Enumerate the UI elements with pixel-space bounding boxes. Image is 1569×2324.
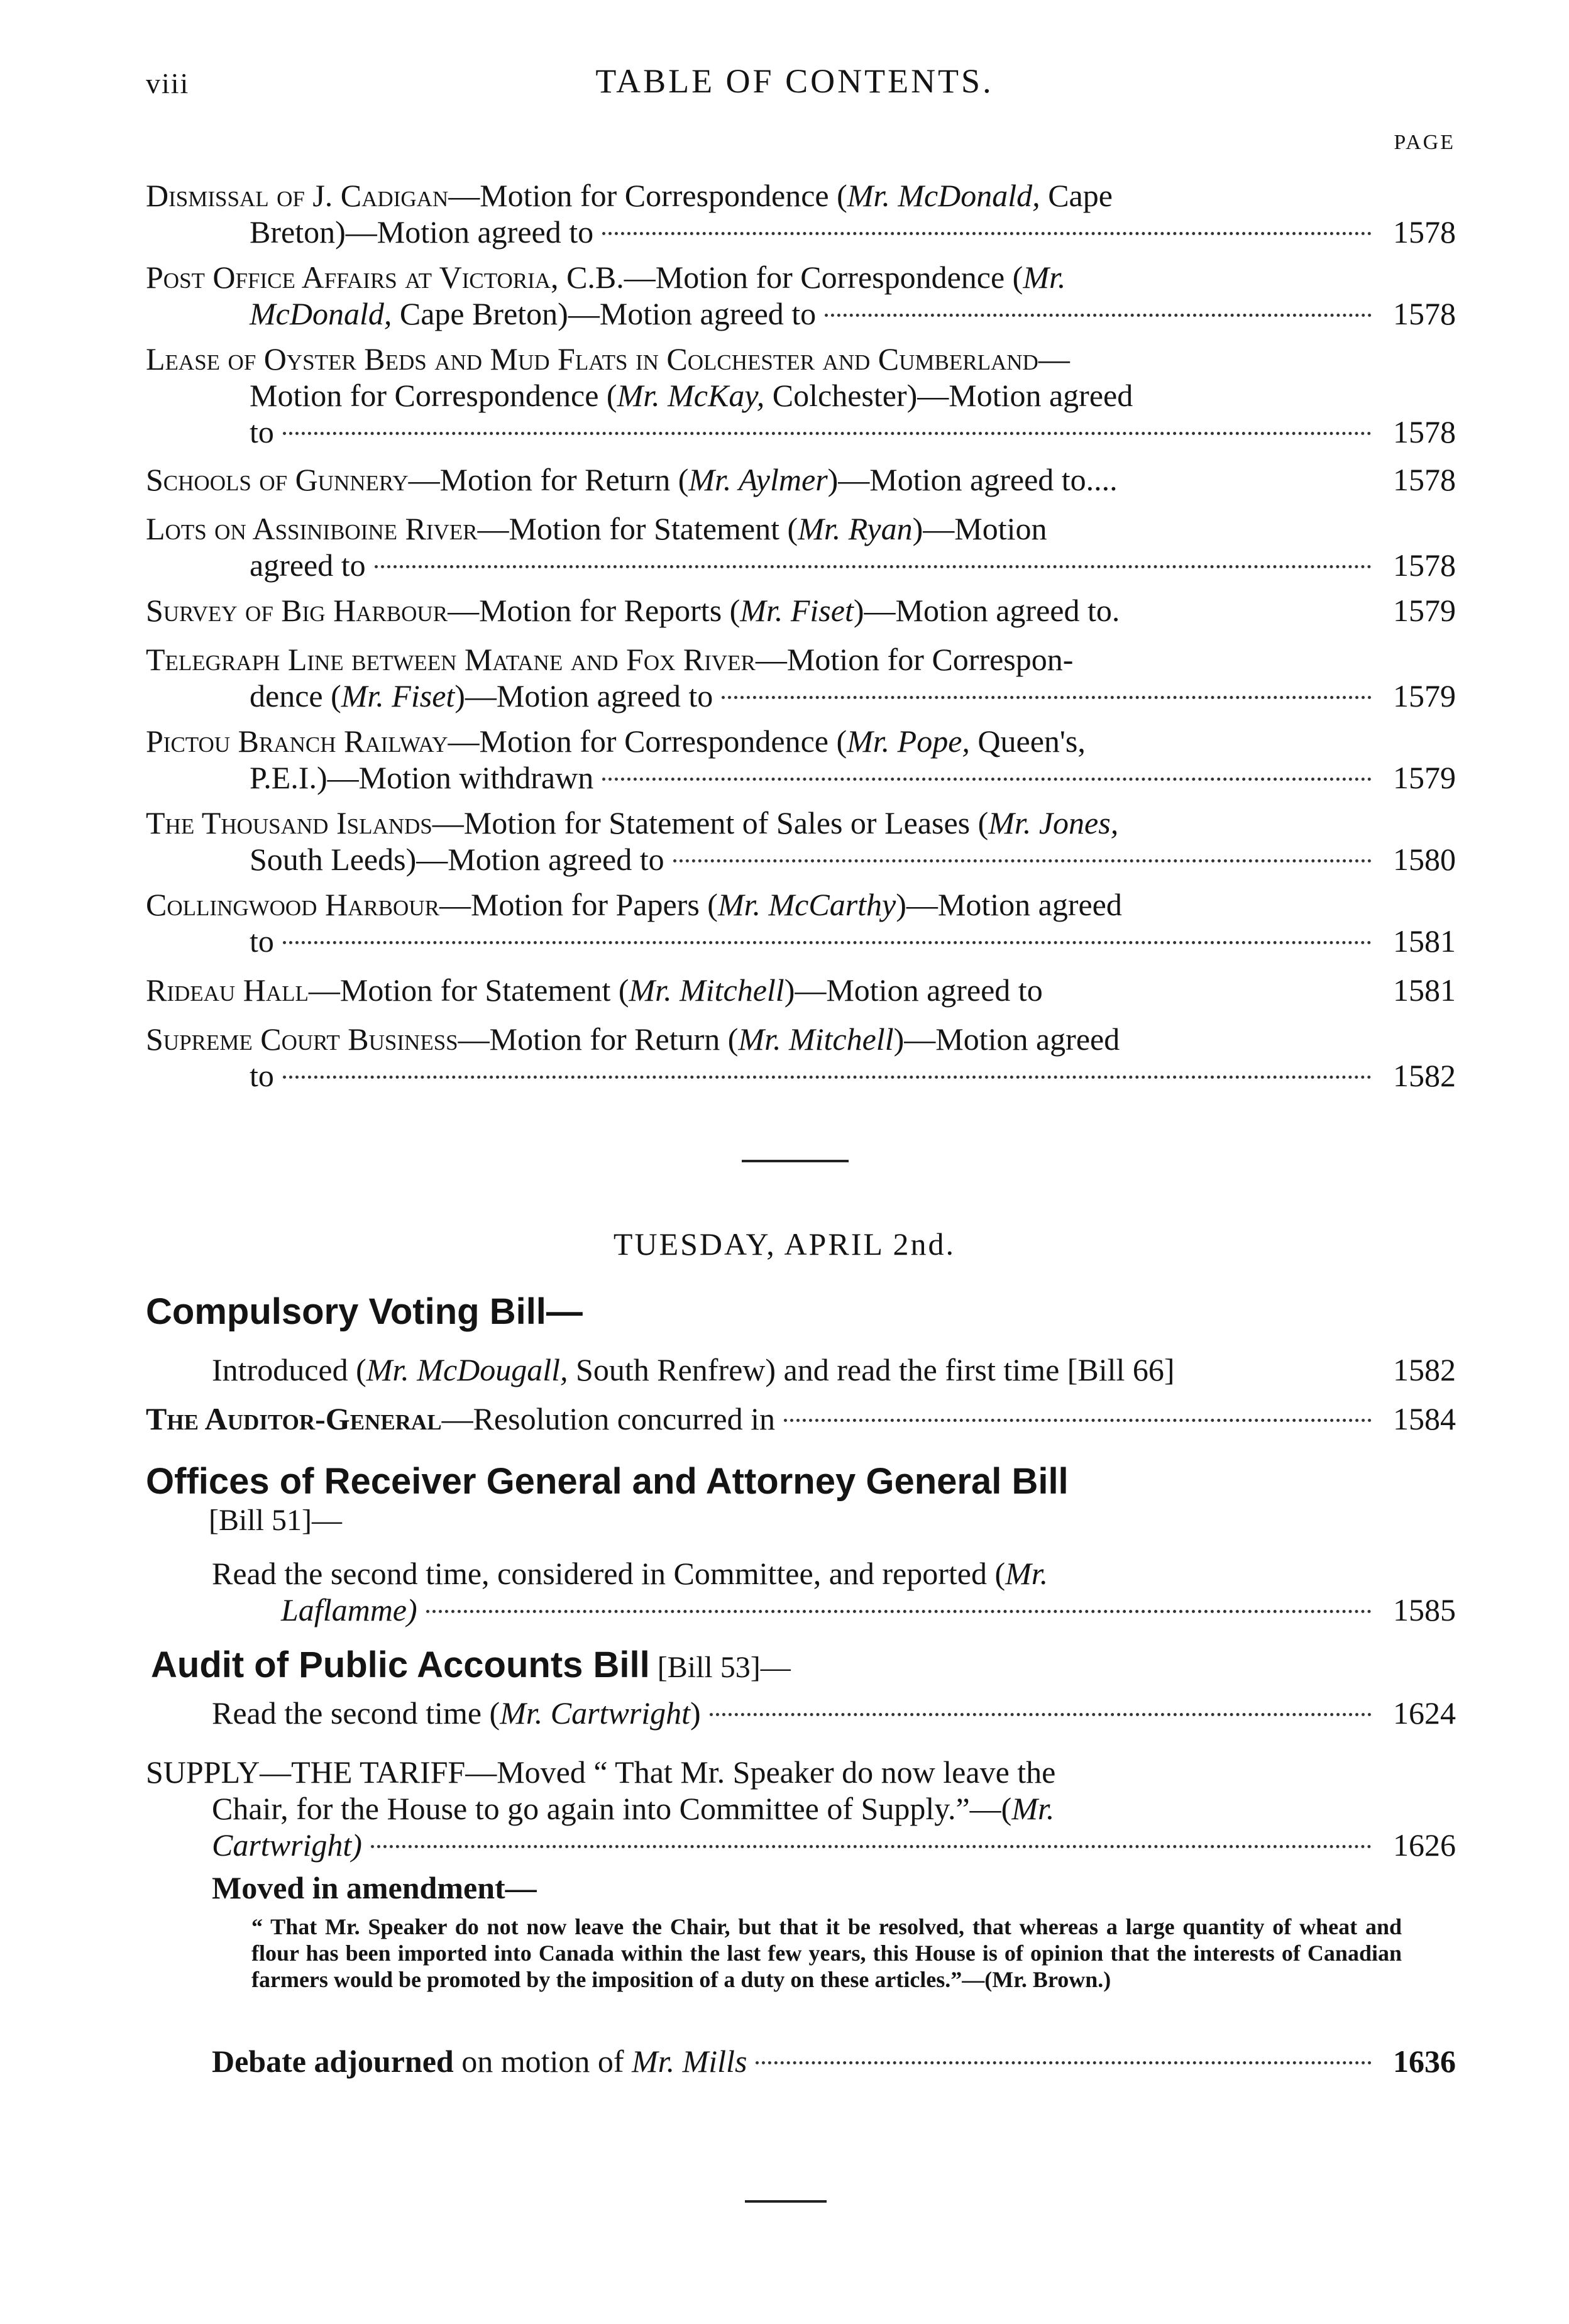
entry-text: South Leeds)—Motion agreed to (250, 842, 664, 877)
page-number: viii (146, 67, 190, 99)
entry-text: Motion for Correspondence ( (250, 378, 617, 413)
entry-text: —Resolution concurred in (441, 1401, 776, 1436)
toc-entry-oyster-beds (146, 341, 1456, 450)
entry-text: Colchester)—Motion agreed (764, 378, 1133, 413)
toc-entry-big-harbour (146, 592, 1456, 629)
entry-mover: Mr. Mitchell (738, 1022, 894, 1057)
toc-entry-offices-reading (146, 1555, 1456, 1628)
entry-text: dence ( (250, 678, 341, 713)
entry-text: Introduced ( (212, 1352, 366, 1387)
entry-title: Rideau Hall (146, 972, 309, 1008)
entry-text: to (250, 414, 274, 449)
entry-text: Read the second time, considered in Committee, and reported ( (212, 1556, 1006, 1591)
page-ref: 1579 (1393, 760, 1456, 795)
entry-title: Telegraph Line between Matane and Fox River (146, 642, 756, 677)
toc-entry-gunnery (146, 461, 1456, 498)
page-ref: 1578 (1393, 414, 1456, 449)
entry-mover: Mr. McDougall, (366, 1352, 568, 1387)
section-divider (745, 2200, 827, 2203)
entry-text: Debate adjourned (212, 2044, 454, 2079)
entry-text: )—Motion agreed (893, 1022, 1120, 1057)
page-ref: 1626 (1393, 1827, 1456, 1863)
entry-title: Dismissal of J. Cadigan (146, 178, 449, 213)
entry-title: Survey of Big Harbour (146, 593, 448, 628)
toc-entry-rideau-hall (146, 972, 1456, 1008)
entry-mover: Mr. Fiset (341, 678, 455, 713)
entry-text: )—Motion agreed to (454, 678, 713, 713)
entry-mover: Laflamme) (281, 1592, 417, 1627)
entry-text: to (250, 923, 274, 959)
entry-text: Read the second time ( (212, 1695, 500, 1731)
entry-mover: Mr. (1023, 260, 1066, 295)
entry-text: —Motion for Statement ( (308, 972, 629, 1008)
entry-text: ) (690, 1695, 701, 1731)
day-heading: TUESDAY, APRIL 2nd. (613, 1226, 956, 1262)
toc-entry-debate-adjourned (146, 2043, 1456, 2079)
entry-mover: Mr. Pope, (847, 724, 970, 759)
amendment-label: Moved in amendment— (212, 1870, 537, 1905)
entry-text: —Motion for Correspon- (755, 642, 1074, 677)
entry-mover: Mr. Ryan (798, 511, 913, 546)
page-title: TABLE OF CONTENTS. (595, 62, 994, 100)
entry-title: Collingwood Harbour (146, 887, 439, 922)
page-ref: 1581 (1393, 923, 1456, 959)
amendment-quote: “ That Mr. Speaker do not now leave the Chair, but that it be resolved, that whereas a large quantity of wheat and flour has been imported into Canada within the last few years, this House is of opinion that the interests of Canadian farmers would be promoted by the imposition of a duty on these articles.”—(Mr. Brown.) (251, 1914, 1402, 1992)
entry-text: South Renfrew) and read the first time [Bill 66] (568, 1352, 1175, 1387)
entry-mover: Mr. Jones, (988, 805, 1119, 840)
section-title-audit-bill (151, 1646, 1461, 1687)
entry-text: P.E.I.)—Motion withdrawn (250, 760, 594, 795)
toc-entry-supreme-court (146, 1021, 1456, 1094)
page-ref: 1579 (1393, 678, 1456, 713)
entry-text: —Motion for Return ( (408, 462, 689, 497)
entry-text: —Motion for Correspondence ( (448, 724, 847, 759)
entry-mover: Mr. (1005, 1556, 1049, 1591)
page-ref: 1578 (1393, 462, 1456, 497)
toc-entry-thousand-islands (146, 805, 1456, 878)
section-title-text: Offices of Receiver General and Attorney General Bill (146, 1461, 1069, 1502)
section-title-text: Audit of Public Accounts Bill (151, 1644, 650, 1685)
entry-mover: Mr. Mills (632, 2044, 747, 2079)
entry-text: agreed to (250, 548, 366, 583)
toc-entry-supply-tariff (146, 1754, 1456, 1906)
bill-number: [Bill 53]— (649, 1651, 791, 1684)
page-ref: 1578 (1393, 296, 1456, 331)
entry-mover: Mr. Aylmer (688, 462, 828, 497)
toc-entry-telegraph (146, 641, 1456, 714)
entry-text: SUPPLY—THE TARIFF—Moved “ That Mr. Speaker do now leave the (146, 1754, 1056, 1790)
entry-text: )—Motion agreed to (784, 972, 1043, 1008)
entry-text: Queen's, (969, 724, 1086, 759)
bill-number: [Bill 51]— (209, 1504, 342, 1537)
entry-text: —Motion for Papers ( (439, 887, 718, 922)
running-header (146, 62, 1443, 112)
toc-entry-audit-reading (146, 1695, 1456, 1731)
entry-text: C.B.—Motion for Correspondence ( (558, 260, 1023, 295)
toc-entry-assiniboine (146, 510, 1456, 583)
entry-text: —Motion for Return ( (458, 1022, 739, 1057)
entry-title: Lots on Assiniboine River (146, 511, 478, 546)
entry-title: The Thousand Islands (146, 805, 432, 840)
entry-title: Supreme Court Business (146, 1022, 458, 1057)
page-ref: 1636 (1393, 2044, 1456, 2079)
toc-entry-compulsory-intro (146, 1352, 1456, 1388)
entry-mover: Mr. Fiset (740, 593, 854, 628)
entry-mover: Cartwright) (212, 1827, 362, 1863)
page-ref: 1584 (1393, 1401, 1456, 1436)
page-ref: 1579 (1393, 593, 1456, 628)
page-ref: 1578 (1393, 548, 1456, 583)
entry-mover: Mr. Mitchell (629, 972, 784, 1008)
entry-title: The Auditor-General (146, 1401, 442, 1436)
entry-mover: McDonald, (250, 296, 392, 331)
entry-text: —Motion for Correspondence ( (448, 178, 847, 213)
page-ref: 1582 (1393, 1058, 1456, 1093)
entry-title: Pictou Branch Railway (146, 724, 448, 759)
entry-mover: Mr. (1011, 1791, 1055, 1826)
section-title-compulsory-voting: Compulsory Voting Bill— (146, 1291, 583, 1332)
entry-title: Schools of Gunnery (146, 462, 409, 497)
page-ref: 1624 (1393, 1695, 1456, 1731)
page-ref: 1580 (1393, 842, 1456, 877)
page-ref: 1578 (1393, 214, 1456, 250)
entry-mover: Mr. Cartwright (500, 1695, 691, 1731)
toc-entry-collingwood (146, 886, 1456, 959)
entry-title: Lease of Oyster Beds and Mud Flats in Colchester and Cumberland (146, 341, 1038, 377)
entry-text: )—Motion agreed (896, 887, 1122, 922)
entry-text: on motion of (453, 2044, 632, 2079)
entry-text: Chair, for the House to go again into Committee of Supply.”—( (212, 1791, 1012, 1826)
toc-entry-auditor-general (146, 1401, 1456, 1437)
entry-text: )—Motion (912, 511, 1047, 546)
entry-text: )—Motion agreed to.... (827, 462, 1118, 497)
section-divider (742, 1160, 849, 1162)
entry-text: —Motion for Statement of Sales or Leases ( (432, 805, 989, 840)
entry-title: Post Office Affairs at Victoria, (146, 260, 559, 295)
page-column-header: PAGE (1394, 131, 1455, 154)
toc-entry-pictou (146, 723, 1456, 796)
entry-mover: Mr. McKay, (617, 378, 765, 413)
entry-text: to (250, 1058, 274, 1093)
entry-text: —Motion for Statement ( (477, 511, 798, 546)
entry-mover: Mr. McDonald, (847, 178, 1040, 213)
page-ref: 1585 (1393, 1592, 1456, 1627)
entry-text: Cape Breton)—Motion agreed to (392, 296, 817, 331)
entry-text: — (1038, 341, 1070, 377)
toc-entry-post-office (146, 259, 1456, 332)
page-ref: 1582 (1393, 1352, 1456, 1387)
entry-text: Cape (1040, 178, 1113, 213)
entry-text: )—Motion agreed to. (853, 593, 1120, 628)
entry-text: —Motion for Reports ( (448, 593, 740, 628)
entry-mover: Mr. McCarthy (717, 887, 896, 922)
entry-text: Breton)—Motion agreed to (250, 214, 594, 250)
page-ref: 1581 (1393, 972, 1456, 1008)
toc-entry-dismissal (146, 177, 1456, 250)
section-title-offices-bill (146, 1462, 1456, 1540)
